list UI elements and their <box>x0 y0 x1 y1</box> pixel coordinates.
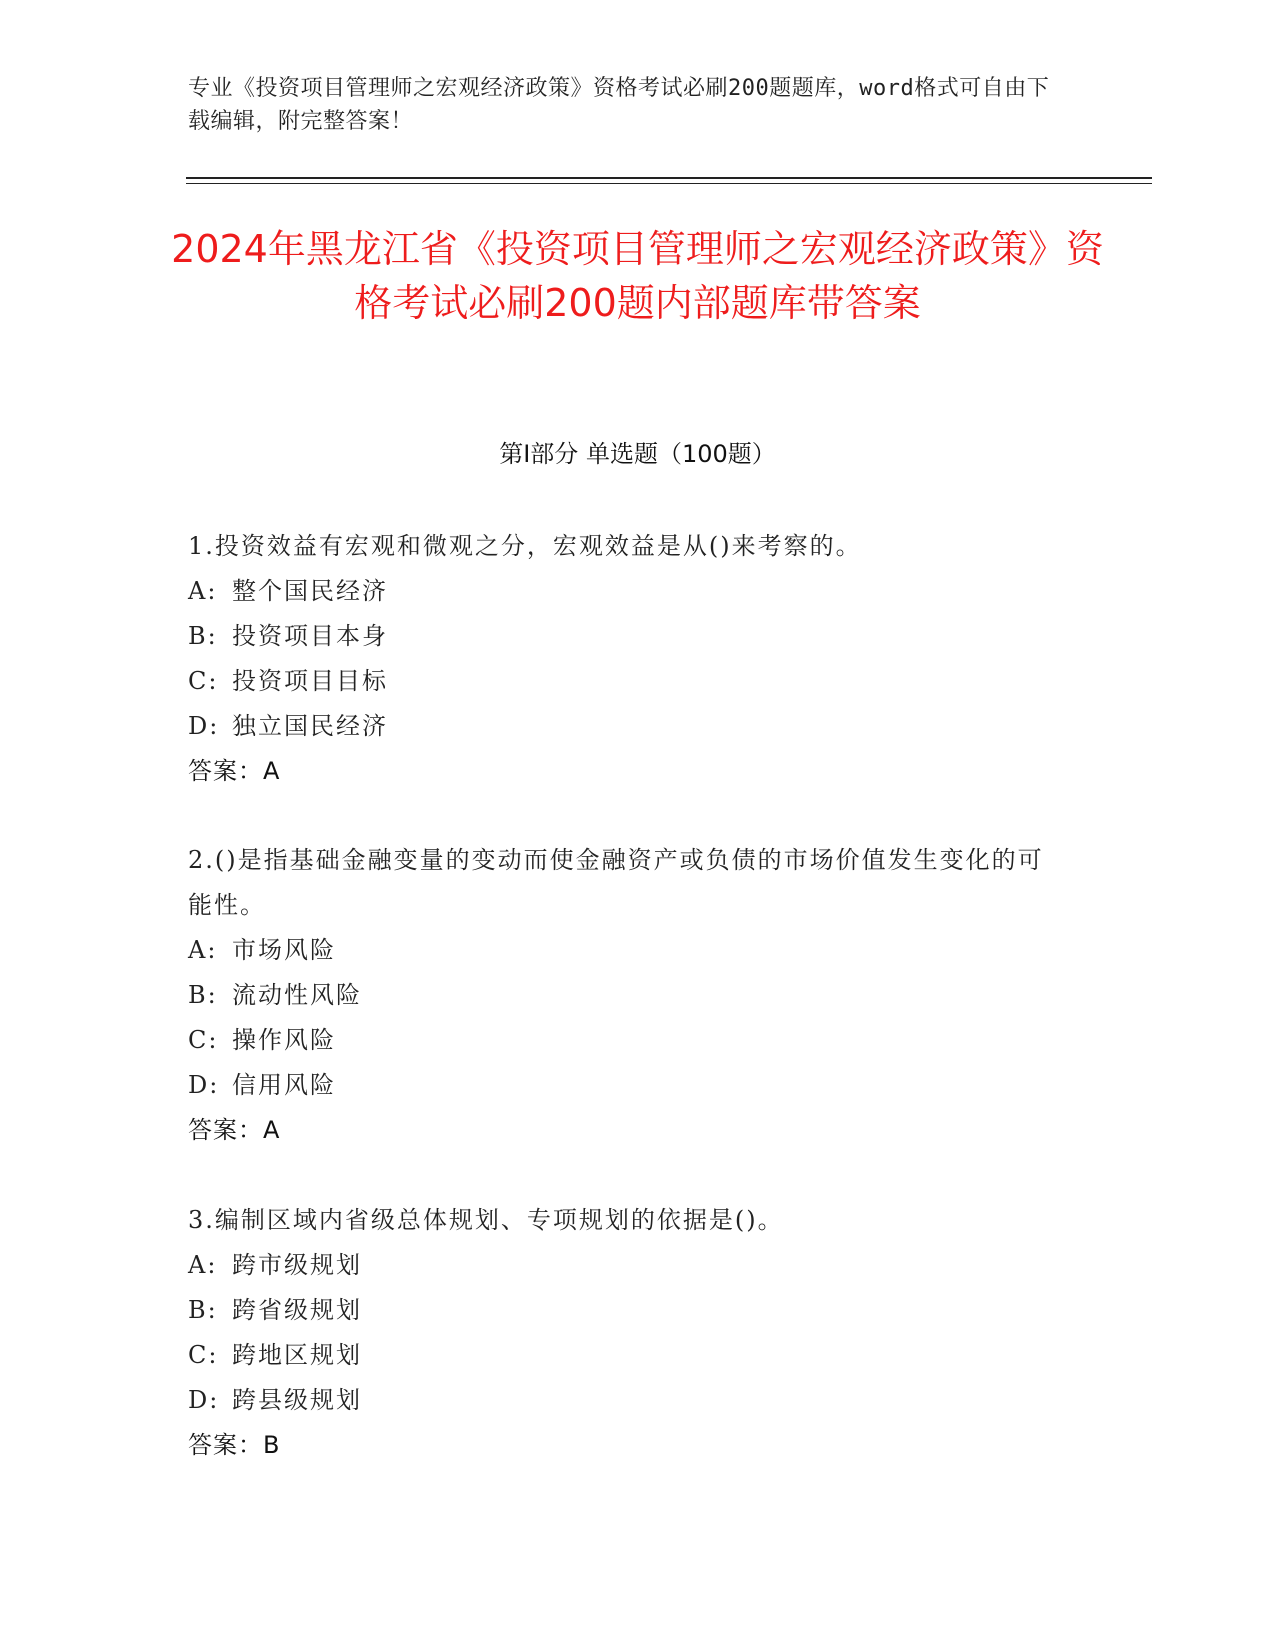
option-text: 整个国民经济 <box>232 577 388 605</box>
question-1 <box>188 524 1068 794</box>
option-b <box>188 973 1068 1018</box>
document-title: 2024年黑龙江省《投资项目管理师之宏观经济政策》资格考试必刷200题内部题库带答案 <box>171 227 1104 325</box>
question-text: 2.()是指基础金融变量的变动而使金融资产或负债的市场价值发生变化的可能性。 <box>188 846 1044 919</box>
option-letter: A: <box>188 1251 218 1279</box>
option-letter: C: <box>188 1026 219 1054</box>
option-letter: A: <box>188 577 218 605</box>
option-d <box>188 1063 1068 1108</box>
option-letter: D: <box>188 1386 220 1414</box>
option-text: 独立国民经济 <box>232 712 388 740</box>
option-text: 流动性风险 <box>232 981 362 1009</box>
question-2 <box>188 838 1068 1153</box>
answer: 答案：A <box>188 757 281 785</box>
option-letter: C: <box>188 667 219 695</box>
option-letter: C: <box>188 1341 219 1369</box>
question-text: 3.编制区域内省级总体规划、专项规划的依据是()。 <box>188 1206 784 1234</box>
option-letter: D: <box>188 712 220 740</box>
option-letter: B: <box>188 622 218 650</box>
option-c <box>188 659 1068 704</box>
option-text: 投资项目本身 <box>232 622 388 650</box>
option-text: 跨省级规划 <box>232 1296 362 1324</box>
option-c <box>188 1333 1068 1378</box>
option-letter: B: <box>188 981 218 1009</box>
option-b <box>188 614 1068 659</box>
option-text: 跨县级规划 <box>232 1386 362 1414</box>
header-rule <box>186 177 1152 179</box>
option-text: 市场风险 <box>232 936 336 964</box>
option-letter: B: <box>188 1296 218 1324</box>
option-letter: A: <box>188 936 218 964</box>
option-text: 信用风险 <box>232 1071 336 1099</box>
answer: 答案：B <box>188 1431 281 1459</box>
section-heading: 第I部分 单选题（100题） <box>499 440 776 468</box>
option-d <box>188 1378 1068 1423</box>
option-d <box>188 704 1068 749</box>
option-letter: D: <box>188 1071 220 1099</box>
option-a <box>188 1243 1068 1288</box>
question-3 <box>188 1198 1068 1468</box>
option-text: 跨地区规划 <box>232 1341 362 1369</box>
answer: 答案：A <box>188 1116 281 1144</box>
header-note: 专业《投资项目管理师之宏观经济政策》资格考试必刷200题题库，word格式可自由下载编辑，附完整答案！ <box>188 76 1050 134</box>
option-b <box>188 1288 1068 1333</box>
option-text: 操作风险 <box>232 1026 336 1054</box>
header-rule-thin <box>186 183 1152 184</box>
option-a <box>188 928 1068 973</box>
option-c <box>188 1018 1068 1063</box>
option-text: 跨市级规划 <box>232 1251 362 1279</box>
option-a <box>188 569 1068 614</box>
option-text: 投资项目目标 <box>232 667 388 695</box>
question-text: 1.投资效益有宏观和微观之分，宏观效益是从()来考察的。 <box>188 532 862 560</box>
